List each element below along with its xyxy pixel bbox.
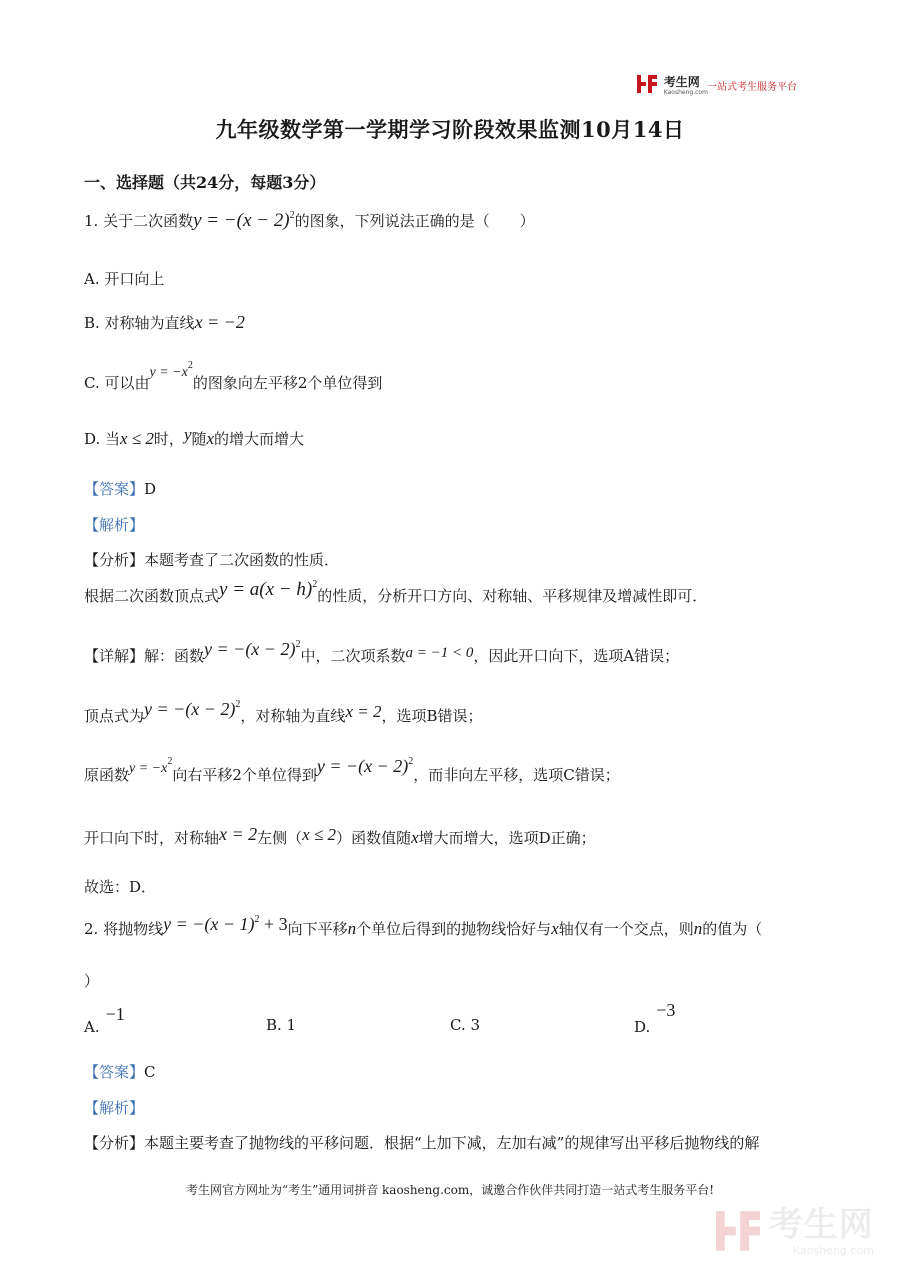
q1-answer: 【答案】D [84, 480, 157, 498]
section-heading: 一、选择题（共24分，每题3分） [84, 173, 326, 192]
q2-fenxi: 【分析】本题主要考查了抛物线的平移问题．根据“上加下减，左加右减”的规律写出平移后抛物线的解 [84, 1134, 760, 1152]
watermark [716, 1206, 874, 1257]
brand-domain: Kaosheng.com [663, 89, 708, 96]
q2-option-c: C. 3 [450, 1016, 481, 1034]
q1-detail-3: 原函数$y = -x^2$向右平移2个单位得到$y = -(x - 2)^2$，而非向左平移，选项C错误； [84, 756, 620, 784]
formula-y-neg-x-minus-2-sq: $y = -(x - 2)^2$ [193, 210, 295, 231]
q2-option-b: B. 1 [266, 1016, 297, 1034]
q2-option-a: A.−1 [84, 1004, 125, 1036]
q1-detail-1: 【详解】解：函数$y = -(x - 2)^2$中，二次项系数a = −1 < 0，因此开口向下，选项A错误； [84, 639, 680, 665]
kaosheng-logo-icon [637, 75, 657, 93]
watermark-logo-icon [716, 1206, 760, 1256]
q2-analysis-tag: 【解析】 [84, 1099, 145, 1117]
q2-stem: 2. 将抛物线$y = -(x - 1)^2 + 3$向下平移n个单位后得到的抛物线恰好与x轴仅有一个交点，则n的值为（ [84, 914, 763, 938]
header-logo[interactable] [637, 72, 708, 96]
q1-option-d: D. 当x ≤ 2时，y随x的增大而增大 [84, 425, 305, 448]
q1-option-c: C. 可以由$y = -x^2$的图象向左平移2个单位得到 [84, 360, 383, 392]
q2-stem-close: ） [84, 972, 100, 990]
q1-analysis-tag: 【解析】 [84, 516, 145, 534]
q1-detail-4: 开口向下时，对称轴x = 2左侧（x ≤ 2）函数值随x增大而增大，选项D正确； [84, 824, 596, 847]
q1-choose: 故选：D． [84, 878, 157, 896]
q1-fenxi: 【分析】本题考查了二次函数的性质． [84, 551, 340, 569]
q2-answer: 【答案】C [84, 1063, 156, 1081]
q1-detail-2: 顶点式为$y = -(x - 2)^2$，对称轴为直线x = 2，选项B错误； [84, 699, 483, 725]
q1-option-a: A. 开口向上 [84, 270, 165, 288]
watermark-brand: 考生网 [768, 1205, 874, 1245]
footer-text: 考生网官方网址为“考生”通用词拼音 kaosheng.com，诚邀合作伙伴共同打造一站式考生服务平台! [185, 1183, 715, 1197]
q1-stem: 1. 关于二次函数$y = -(x - 2)^2$的图象，下列说法正确的是（ ） [84, 210, 535, 231]
q2-option-d: D.−3 [634, 1000, 676, 1036]
watermark-domain: Kaosheng.com [792, 1244, 874, 1257]
q1-line1: 根据二次函数顶点式$y = a(x - h)^2$的性质，分析开口方向、对称轴、平移规律及增减性即可． [84, 579, 708, 605]
brand-name: 考生网 [663, 75, 700, 89]
header-slogan: 一站式考生服务平台 [707, 82, 797, 93]
page-title: 九年级数学第一学期学习阶段效果监测10月14日 [215, 117, 685, 142]
q1-option-b: B. 对称轴为直线x = −2 [84, 312, 245, 332]
